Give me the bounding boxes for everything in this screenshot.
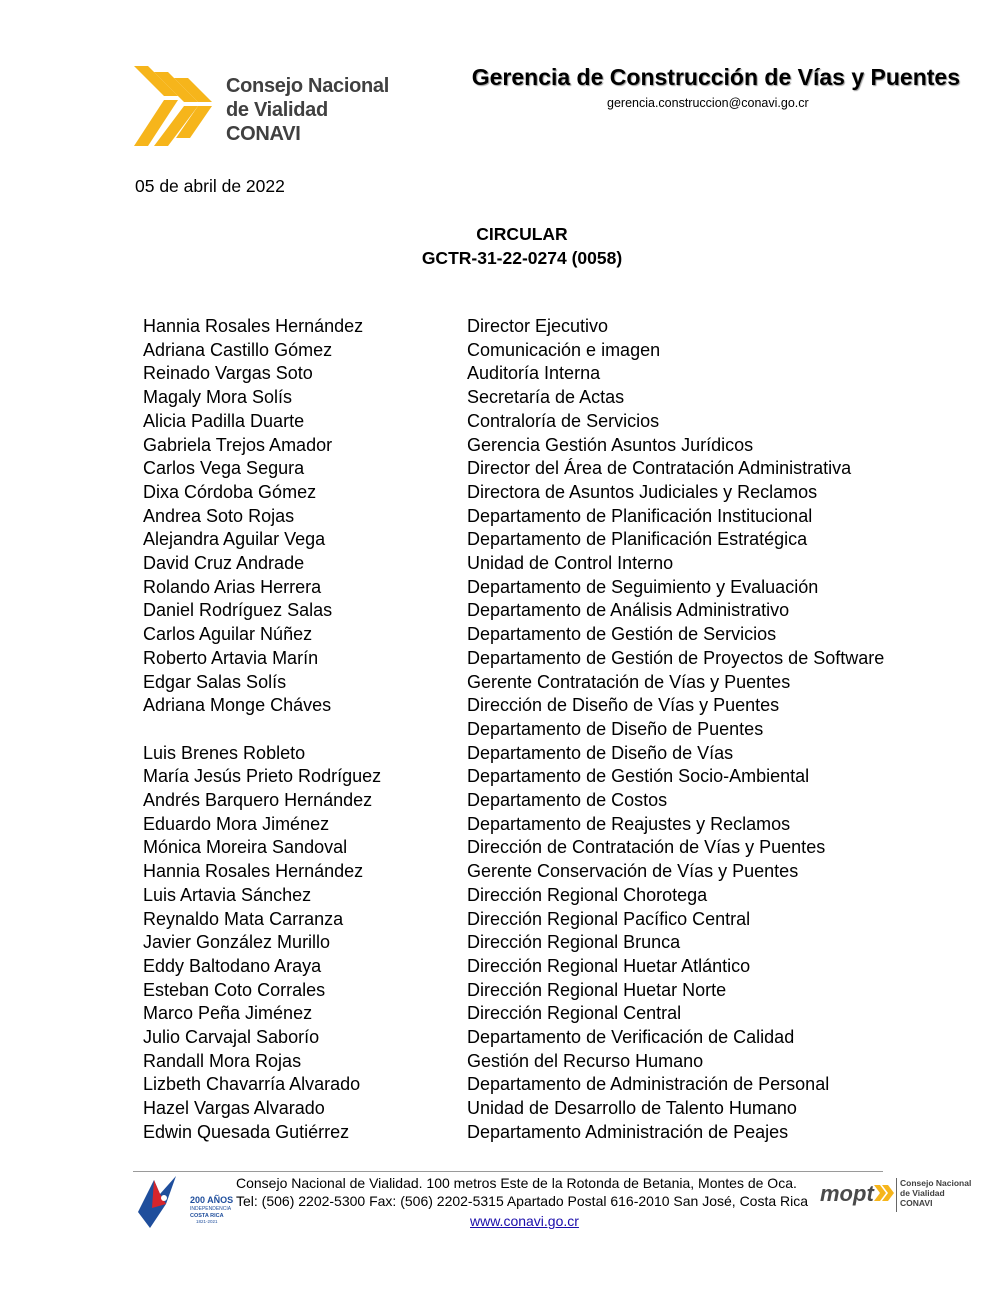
recipient-department: Auditoría Interna <box>467 363 601 384</box>
bicent-line-2: INDEPENDENCIA <box>190 1206 232 1212</box>
recipient-department: Dirección Regional Central <box>467 1003 682 1024</box>
recipient-department: Departamento de Verificación de Calidad <box>467 1027 795 1047</box>
recipient-department: Departamento de Diseño de Puentes <box>467 718 764 739</box>
recipient-name: Carlos Vega Segura <box>143 458 305 479</box>
recipient-department: Departamento de Gestión Socio-Ambiental <box>467 766 810 787</box>
recipient-name: Carlos Aguilar Núñez <box>143 624 313 645</box>
recipient-name: Marco Peña Jiménez <box>143 1003 313 1024</box>
recipient-name: Hazel Vargas Alvarado <box>143 1098 325 1119</box>
recipient-department: Unidad de Control Interno <box>467 553 674 573</box>
recipient-department: Dirección de Contratación de Vías y Puentes <box>467 837 826 858</box>
mopt-logo-text: mopt <box>820 1181 874 1206</box>
circular-code: GCTR-31-22-0274 (0058) <box>421 248 623 268</box>
document-date: 05 de abril de 2022 <box>135 176 285 196</box>
recipient-name: Edgar Salas Solís <box>143 671 287 692</box>
recipient-name: María Jesús Prieto Rodríguez <box>143 766 382 787</box>
recipient-name: Rolando Arias Herrera <box>143 576 322 597</box>
recipient-name: Lizbeth Chavarría Alvarado <box>143 1074 361 1095</box>
recipient-department: Contraloría de Servicios <box>467 410 660 431</box>
recipient-name: Hannia Rosales Hernández <box>143 316 364 336</box>
recipient-department: Departamento de Costos <box>467 790 668 810</box>
bicentennial-logo-icon <box>136 1172 248 1232</box>
recipient-department: Departamento de Reajustes y Reclamos <box>467 813 791 834</box>
recipient-name: Julio Carvajal Saborío <box>143 1027 320 1047</box>
recipient-department: Director del Área de Contratación Administrativa <box>467 458 852 479</box>
footer-address: Consejo Nacional de Vialidad. 100 metros Este de la Rotonda de Betania, Montes de Oca. <box>236 1175 797 1191</box>
recipient-department: Secretaría de Actas <box>467 387 625 408</box>
recipient-name: Hannia Rosales Hernández <box>143 861 364 882</box>
recipient-department: Dirección Regional Chorotega <box>467 884 708 905</box>
logo-line-2: de Vialidad <box>226 99 328 121</box>
recipient-department: Gerente Conservación de Vías y Puentes <box>467 861 799 882</box>
recipient-name: Andrés Barquero Hernández <box>143 790 373 810</box>
recipient-name: Mónica Moreira Sandoval <box>143 837 348 858</box>
recipient-name: Luis Artavia Sánchez <box>143 884 312 905</box>
recipient-name: Reinado Vargas Soto <box>143 363 313 384</box>
bicent-line-3: COSTA RICA <box>190 1213 224 1219</box>
recipient-department: Departamento de Gestión de Proyectos de Software <box>467 647 885 668</box>
recipient-name: Daniel Rodríguez Salas <box>143 600 333 621</box>
conavi-small-line-2: de Vialidad <box>900 1188 945 1198</box>
recipient-department: Gerente Contratación de Vías y Puentes <box>467 671 791 692</box>
recipient-name: Roberto Artavia Marín <box>143 647 319 668</box>
circular-title: CIRCULAR <box>476 224 568 244</box>
recipient-department: Dirección de Diseño de Vías y Puentes <box>467 695 780 716</box>
recipient-name: Javier González Murillo <box>143 932 331 953</box>
logo-line-1: Consejo Nacional <box>226 75 390 97</box>
bicent-line-1: 200 AÑOS <box>190 1195 234 1205</box>
recipient-name: Edwin Quesada Gutiérrez <box>143 1121 350 1142</box>
recipient-name: Andrea Soto Rojas <box>143 505 295 526</box>
recipient-name: Adriana Monge Cháves <box>143 695 332 716</box>
recipient-name: Alicia Padilla Duarte <box>143 410 305 431</box>
recipient-name: David Cruz Andrade <box>143 553 305 573</box>
conavi-small-line-3: CONAVI <box>900 1198 933 1208</box>
footer-contact: Tel: (506) 2202-5300 Fax: (506) 2202-5315 Apartado Postal 616-2010 San José, Costa Rica <box>236 1193 809 1209</box>
recipient-department: Departamento de Planificación Institucional <box>467 505 813 526</box>
recipient-department: Departamento de Administración de Personal <box>467 1074 830 1095</box>
recipient-department: Director Ejecutivo <box>467 316 609 336</box>
recipient-department: Directora de Asuntos Judiciales y Reclamos <box>467 481 818 502</box>
bicent-line-4: 1821-2021 <box>196 1219 218 1224</box>
logo-line-3: CONAVI <box>226 123 301 145</box>
conavi-small-logo <box>900 1178 971 1208</box>
recipient-department: Departamento Administración de Peajes <box>467 1121 789 1142</box>
recipient-department: Departamento de Seguimiento y Evaluación <box>467 576 819 597</box>
recipient-department: Gestión del Recurso Humano <box>467 1050 704 1071</box>
recipient-name: Adriana Castillo Gómez <box>143 339 333 360</box>
recipient-name: Esteban Coto Corrales <box>143 979 326 1000</box>
recipient-name: Eddy Baltodano Araya <box>143 955 322 976</box>
recipient-name: Gabriela Trejos Amador <box>143 434 333 455</box>
recipient-department: Comunicación e imagen <box>467 339 661 360</box>
recipient-department: Dirección Regional Huetar Atlántico <box>467 955 751 976</box>
recipient-name: Luis Brenes Robleto <box>143 742 306 763</box>
recipient-name: Dixa Córdoba Gómez <box>143 481 317 502</box>
footer-website-link[interactable]: www.conavi.go.cr <box>470 1213 579 1229</box>
recipient-department: Departamento de Diseño de Vías <box>467 742 734 763</box>
recipient-name: Randall Mora Rojas <box>143 1050 302 1071</box>
recipient-department: Dirección Regional Brunca <box>467 932 681 953</box>
recipient-department: Departamento de Gestión de Servicios <box>467 624 777 645</box>
recipient-department: Dirección Regional Pacífico Central <box>467 908 751 929</box>
mopt-logo-icon <box>818 1177 896 1211</box>
conavi-logo-icon <box>134 66 216 148</box>
mopt-divider <box>896 1178 897 1212</box>
department-title: Gerencia de Construcción de Vías y Puentes <box>471 64 960 90</box>
conavi-logo-text <box>226 74 389 146</box>
recipient-department: Dirección Regional Huetar Norte <box>467 979 727 1000</box>
recipient-department: Departamento de Planificación Estratégica <box>467 529 808 550</box>
recipient-name: Magaly Mora Solís <box>143 387 293 408</box>
conavi-small-line-1: Consejo Nacional <box>900 1178 972 1188</box>
recipient-name: Eduardo Mora Jiménez <box>143 813 330 834</box>
recipient-department: Departamento de Análisis Administrativo <box>467 600 790 621</box>
recipient-department: Unidad de Desarrollo de Talento Humano <box>467 1098 797 1119</box>
recipient-department: Gerencia Gestión Asuntos Jurídicos <box>467 434 754 455</box>
recipient-name: Reynaldo Mata Carranza <box>143 908 344 929</box>
department-email[interactable]: gerencia.construccion@conavi.go.cr <box>607 96 809 110</box>
recipient-name: Alejandra Aguilar Vega <box>143 529 326 550</box>
